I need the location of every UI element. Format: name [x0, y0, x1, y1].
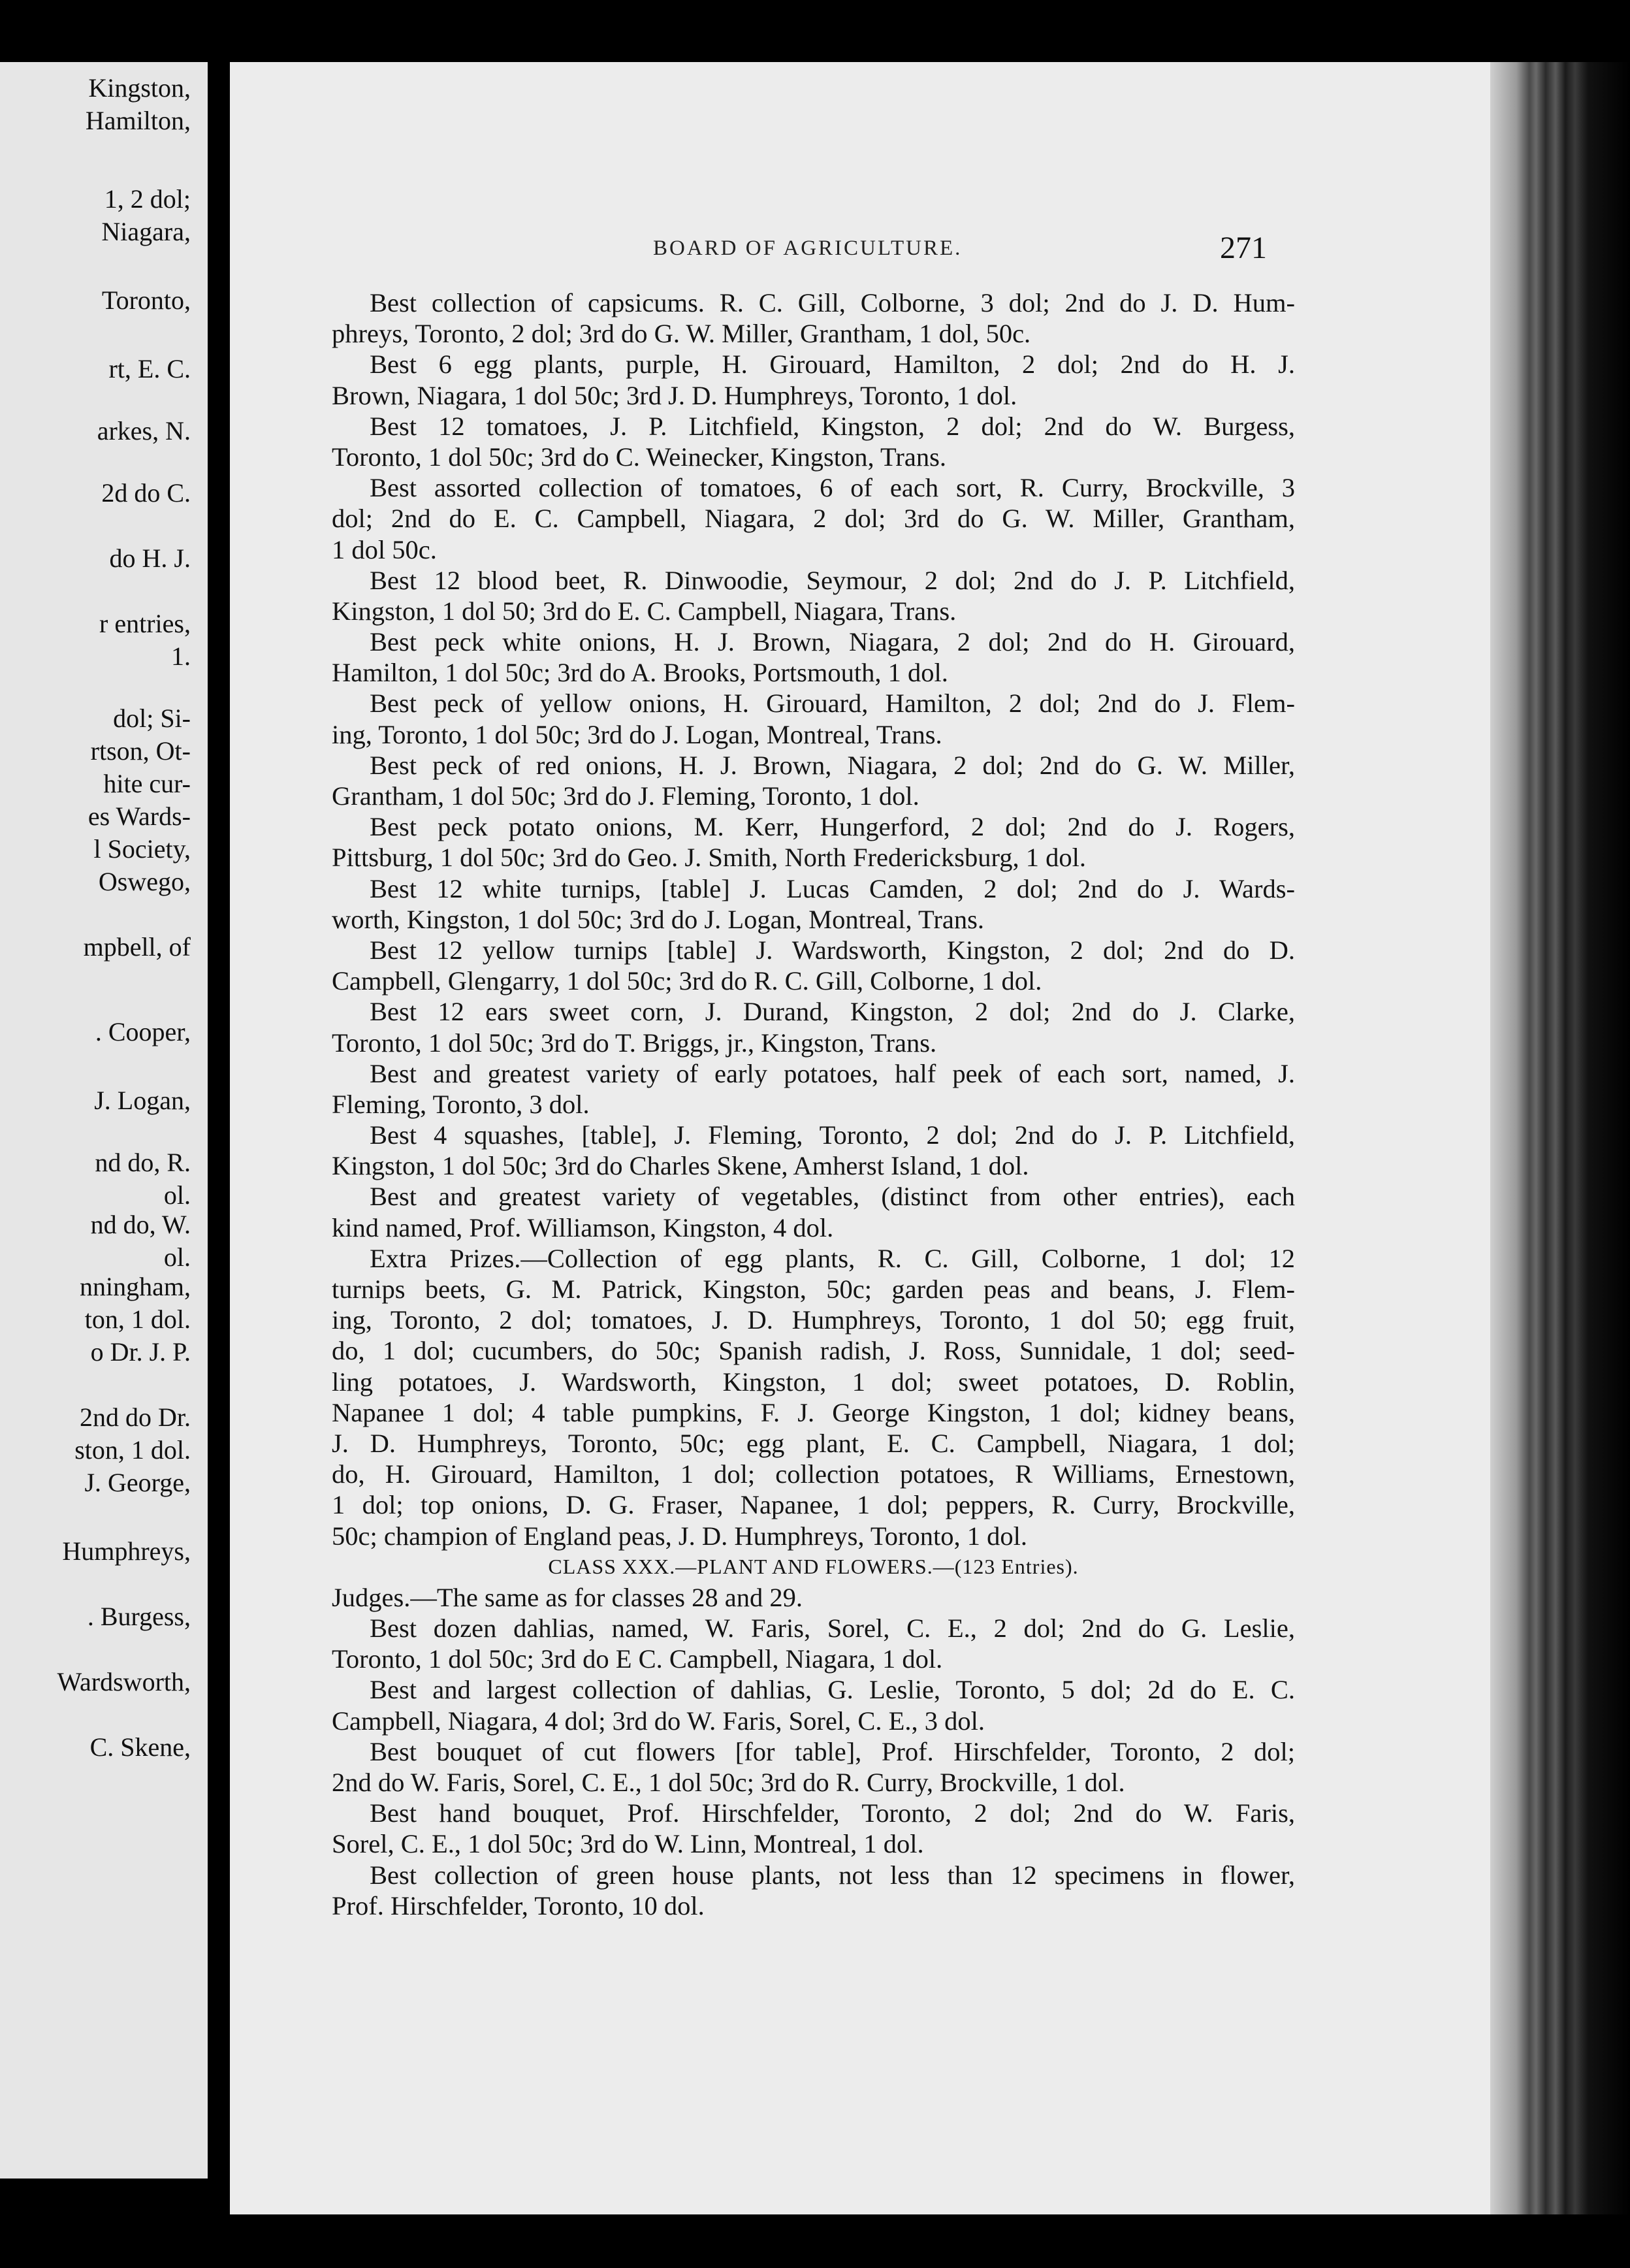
- text-line: Best 4 squashes, [table], J. Fleming, Toronto, 2 dol; 2nd do J. P. Litchfield,: [370, 1120, 1295, 1150]
- text-line: Best 12 tomatoes, J. P. Litchfield, Kingston, 2 dol; 2nd do W. Burgess,: [370, 411, 1295, 441]
- page-number: 271: [1220, 231, 1267, 265]
- text-line: Best and greatest variety of early potatoes, half peek of each sort, named, J.: [370, 1058, 1295, 1088]
- text-line: ing, Toronto, 1 dol 50c; 3rd do J. Logan, Montreal, Trans.: [332, 719, 942, 749]
- margin-fragment: 2nd do Dr.: [80, 1402, 191, 1432]
- text-line: Best peck of red onions, H. J. Brown, Niagara, 2 dol; 2nd do G. W. Miller,: [370, 750, 1295, 780]
- margin-fragment: es Wards-: [88, 802, 191, 831]
- text-line: Pittsburg, 1 dol 50c; 3rd do Geo. J. Smith, North Fredericksburg, 1 dol.: [332, 843, 1086, 873]
- text-line: J. D. Humphreys, Toronto, 50c; egg plant, E. C. Campbell, Niagara, 1 dol;: [332, 1428, 1295, 1458]
- margin-fragment: . Burgess,: [87, 1602, 191, 1631]
- running-head: BOARD OF AGRICULTURE.: [653, 236, 963, 260]
- text-line: Judges.—The same as for classes 28 and 29.: [332, 1582, 803, 1612]
- margin-fragment: J. Logan,: [94, 1086, 191, 1115]
- margin-fragment: Niagara,: [101, 217, 191, 246]
- text-line: Best hand bouquet, Prof. Hirschfelder, Toronto, 2 dol; 2nd do W. Faris,: [370, 1798, 1295, 1828]
- book-gutter: [208, 0, 230, 2268]
- text-line: Toronto, 1 dol 50c; 3rd do C. Weinecker, Kingston, Trans.: [332, 442, 946, 472]
- margin-fragment: 2d do C.: [101, 478, 191, 508]
- margin-fragment: o Dr. J. P.: [90, 1337, 191, 1367]
- text-line: Kingston, 1 dol 50c; 3rd do Charles Skene, Amherst Island, 1 dol.: [332, 1151, 1029, 1181]
- text-line: Campbell, Glengarry, 1 dol 50c; 3rd do R. C. Gill, Colborne, 1 dol.: [332, 966, 1042, 996]
- book-edge: [1490, 62, 1630, 2214]
- text-line: Hamilton, 1 dol 50c; 3rd do A. Brooks, Portsmouth, 1 dol.: [332, 658, 948, 688]
- section-heading: CLASS XXX.—PLANT AND FLOWERS.—(123 Entries).: [548, 1554, 1079, 1578]
- margin-fragment: Hamilton,: [85, 106, 191, 135]
- text-line: Best peck of yellow onions, H. Girouard, Hamilton, 2 dol; 2nd do J. Flem-: [370, 688, 1295, 719]
- text-line: Best peck potato onions, M. Kerr, Hungerford, 2 dol; 2nd do J. Rogers,: [370, 812, 1295, 842]
- margin-fragment: r entries,: [99, 609, 191, 638]
- margin-fragment: nningham,: [80, 1272, 191, 1301]
- margin-fragment: ol.: [163, 1180, 191, 1210]
- margin-fragment: rt, E. C.: [108, 354, 191, 383]
- text-line: Best 12 blood beet, R. Dinwoodie, Seymour, 2 dol; 2nd do J. P. Litchfield,: [370, 565, 1295, 595]
- margin-fragment: 1, 2 dol;: [104, 184, 191, 214]
- text-line: 50c; champion of England peas, J. D. Humphreys, Toronto, 1 dol.: [332, 1521, 1028, 1551]
- margin-fragment: ston, 1 dol.: [74, 1435, 191, 1465]
- text-line: kind named, Prof. Williamson, Kingston, 4 dol.: [332, 1212, 834, 1242]
- margin-fragment: 1.: [171, 641, 191, 671]
- margin-fragment: mpbell, of: [83, 932, 191, 962]
- margin-fragment: Wardsworth,: [57, 1667, 191, 1696]
- margin-fragment: Kingston,: [88, 73, 191, 103]
- text-line: ing, Toronto, 2 dol; tomatoes, J. D. Humphreys, Toronto, 1 dol 50; egg fruit,: [332, 1305, 1295, 1335]
- text-line: Best and largest collection of dahlias, G. Leslie, Toronto, 5 dol; 2d do E. C.: [370, 1675, 1295, 1705]
- text-line: Best 12 ears sweet corn, J. Durand, Kingston, 2 dol; 2nd do J. Clarke,: [370, 997, 1295, 1027]
- text-line: Best 6 egg plants, purple, H. Girouard, Hamilton, 2 dol; 2nd do H. J.: [370, 349, 1295, 380]
- text-line: Sorel, C. E., 1 dol 50c; 3rd do W. Linn, Montreal, 1 dol.: [332, 1829, 924, 1859]
- text-line: dol; 2nd do E. C. Campbell, Niagara, 2 dol; 3rd do G. W. Miller, Grantham,: [332, 504, 1295, 534]
- body-text: [332, 287, 1295, 1921]
- text-line: Best assorted collection of tomatoes, 6 of each sort, R. Curry, Brockville, 3: [370, 473, 1295, 503]
- margin-fragment: Humphreys,: [62, 1536, 191, 1566]
- margin-fragment: C. Skene,: [89, 1732, 191, 1762]
- text-line: Best collection of capsicums. R. C. Gill, Colborne, 3 dol; 2nd do J. D. Hum-: [370, 288, 1295, 317]
- text-line: Brown, Niagara, 1 dol 50c; 3rd J. D. Humphreys, Toronto, 1 dol.: [332, 380, 1017, 410]
- margin-fragment: nd do, R.: [95, 1148, 191, 1177]
- margin-fragment: ol.: [163, 1242, 191, 1272]
- text-line: Extra Prizes.—Collection of egg plants, R. C. Gill, Colborne, 1 dol; 12: [370, 1243, 1295, 1273]
- margin-fragment: do H. J.: [109, 543, 191, 573]
- text-line: turnips beets, G. M. Patrick, Kingston, 50c; garden peas and beans, J. Flem-: [332, 1274, 1295, 1304]
- text-line: Napanee 1 dol; 4 table pumpkins, F. J. George Kingston, 1 dol; kidney beans,: [332, 1397, 1295, 1427]
- text-line: Campbell, Niagara, 4 dol; 3rd do W. Faris, Sorel, C. E., 3 dol.: [332, 1706, 985, 1736]
- previous-page-margin: [0, 62, 208, 2179]
- margin-fragment: l Society,: [93, 834, 191, 864]
- text-line: Best collection of green house plants, not less than 12 specimens in flower,: [370, 1860, 1295, 1890]
- margin-fragment: ton, 1 dol.: [84, 1304, 191, 1334]
- text-line: do, H. Girouard, Hamilton, 1 dol; collection potatoes, R Williams, Ernestown,: [332, 1459, 1295, 1489]
- text-line: Prof. Hirschfelder, Toronto, 10 dol.: [332, 1890, 705, 1920]
- text-line: Toronto, 1 dol 50c; 3rd do T. Briggs, jr., Kingston, Trans.: [332, 1028, 937, 1058]
- text-line: Toronto, 1 dol 50c; 3rd do E C. Campbell, Niagara, 1 dol.: [332, 1644, 943, 1674]
- margin-fragment: . Cooper,: [95, 1017, 191, 1046]
- margin-fragment: nd do, W.: [90, 1210, 191, 1239]
- text-line: Best 12 yellow turnips [table] J. Wardsworth, Kingston, 2 dol; 2nd do D.: [370, 935, 1295, 965]
- text-line: Best bouquet of cut flowers [for table], Prof. Hirschfelder, Toronto, 2 dol;: [370, 1736, 1295, 1766]
- text-line: 1 dol 50c.: [332, 534, 437, 564]
- margin-fragment: Oswego,: [98, 867, 191, 896]
- text-line: Best 12 white turnips, [table] J. Lucas Camden, 2 dol; 2nd do J. Wards-: [370, 873, 1295, 903]
- text-line: 2nd do W. Faris, Sorel, C. E., 1 dol 50c; 3rd do R. Curry, Brockville, 1 dol.: [332, 1768, 1125, 1797]
- margin-fragment: arkes, N.: [97, 416, 191, 446]
- text-line: 1 dol; top onions, D. G. Fraser, Napanee, 1 dol; peppers, R. Curry, Brockville,: [332, 1490, 1295, 1520]
- text-line: Fleming, Toronto, 3 dol.: [332, 1089, 590, 1119]
- text-line: Best peck white onions, H. J. Brown, Niagara, 2 dol; 2nd do H. Girouard,: [370, 627, 1295, 657]
- margin-fragment: Toronto,: [101, 285, 191, 315]
- text-line: ling potatoes, J. Wardsworth, Kingston, 1 dol; sweet potatoes, D. Roblin,: [332, 1367, 1295, 1397]
- text-line: Best and greatest variety of vegetables, (distinct from other entries), each: [370, 1182, 1295, 1212]
- margin-fragment: rtson, Ot-: [90, 736, 191, 766]
- text-line: worth, Kingston, 1 dol 50c; 3rd do J. Logan, Montreal, Trans.: [332, 904, 984, 934]
- margin-fragment: hite cur-: [103, 769, 191, 798]
- text-line: Kingston, 1 dol 50; 3rd do E. C. Campbell, Niagara, Trans.: [332, 596, 957, 626]
- margin-fragment: dol; Si-: [113, 704, 191, 733]
- text-line: do, 1 dol; cucumbers, do 50c; Spanish radish, J. Ross, Sunnidale, 1 dol; seed-: [332, 1336, 1295, 1366]
- text-line: Best dozen dahlias, named, W. Faris, Sorel, C. E., 2 dol; 2nd do G. Leslie,: [370, 1613, 1295, 1644]
- margin-fragment: J. George,: [84, 1468, 191, 1497]
- text-line: phreys, Toronto, 2 dol; 3rd do G. W. Miller, Grantham, 1 dol, 50c.: [332, 319, 1031, 349]
- text-line: Grantham, 1 dol 50c; 3rd do J. Fleming, Toronto, 1 dol.: [332, 781, 919, 811]
